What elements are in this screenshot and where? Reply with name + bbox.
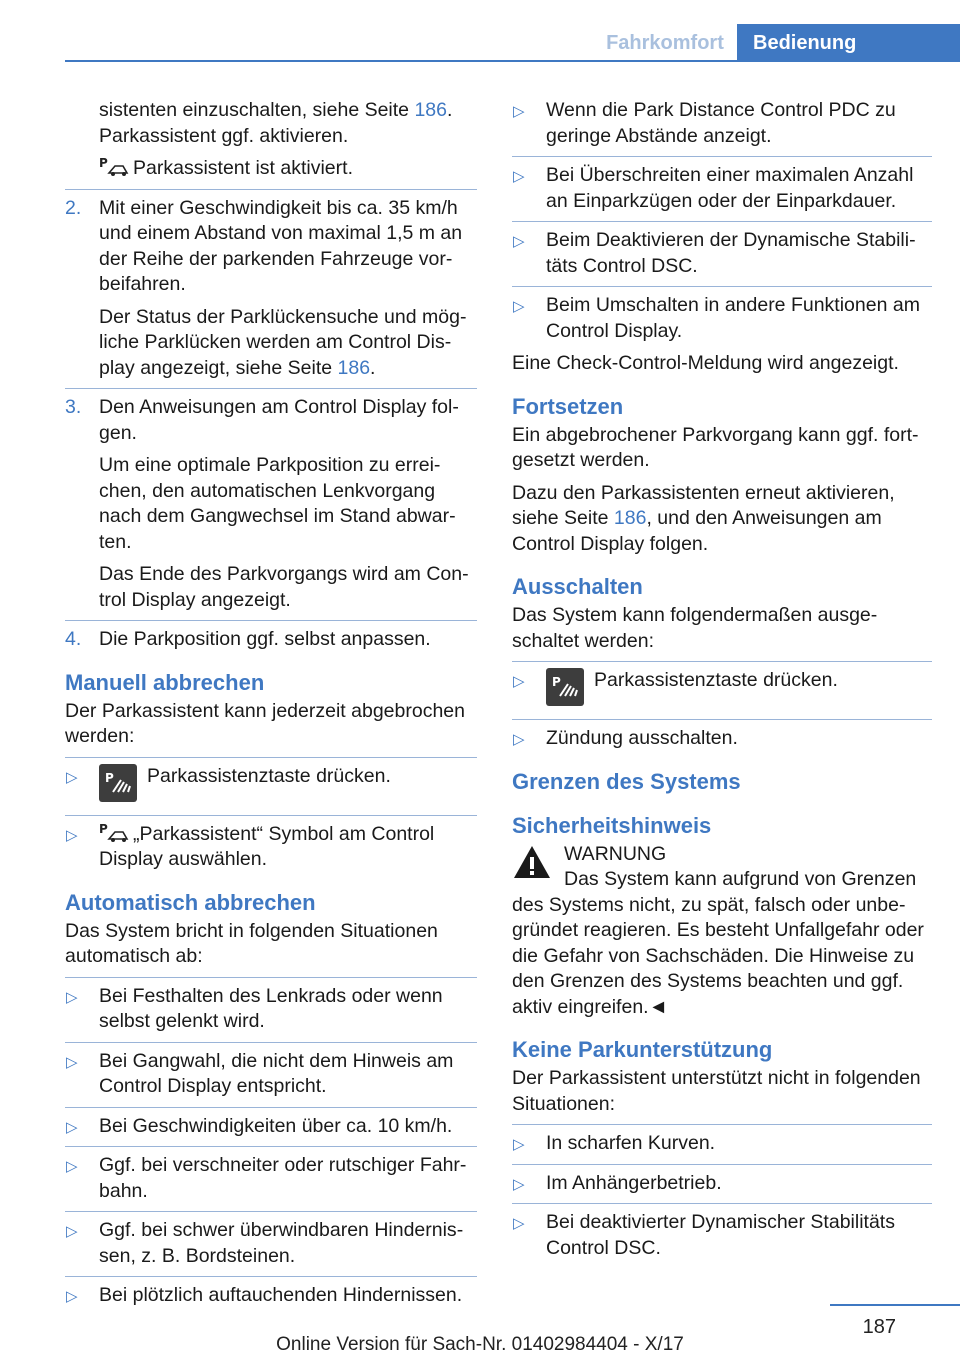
list-item: ▷ Beim Deaktivieren der Dynamische Stabilitäts Control DSC. (513, 229, 916, 277)
bullet-triangle-icon: ▷ (513, 298, 525, 315)
footer-text: Online Version für Sach-Nr. 01402984404 - X/17 (276, 1334, 684, 1355)
list-item: ▷ P Parkassistenztaste drücken. (65, 764, 477, 808)
status-line: P Parkassistent ist aktiviert. (99, 156, 353, 179)
warning-title: WARNUNG (564, 842, 667, 865)
heading-grenzen: Grenzen des Systems (512, 768, 741, 794)
manuell-intro: Der Parkassistent kann jederzeit abgebrochen werden: (65, 699, 465, 747)
separator (65, 620, 477, 621)
step1-text: sistenten einzuschalten, siehe Seite (99, 99, 415, 121)
separator (65, 1107, 477, 1108)
svg-text:P: P (99, 821, 108, 836)
bullet-triangle-icon: ▷ (513, 1175, 525, 1193)
list-item: ▷ Beim Umschalten in andere Funktionen am Control Display. (513, 294, 920, 342)
step-4: 4. Die Parkposition ggf. selbst anpassen. (65, 628, 431, 650)
list-item: ▷ Bei Überschreiten einer maximalen Anzahl an Einparkzügen oder der Einparkdauer. (513, 164, 914, 212)
bullet-triangle-icon: ▷ (66, 988, 78, 1006)
separator (65, 1042, 477, 1043)
separator (512, 221, 932, 222)
separator (65, 977, 477, 978)
bullet-triangle-icon: ▷ (66, 1118, 78, 1136)
list-item: ▷ Wenn die Park Distance Control PDC zu geringe Abstände anzeigt. (513, 99, 896, 147)
bullet-triangle-icon: ▷ (66, 1223, 78, 1240)
step1-text-2: Parkassistent ggf. aktivieren. (99, 124, 349, 147)
header-rule (65, 60, 960, 62)
park-assistant-icon (99, 156, 129, 178)
step-2: 2. Mit einer Geschwindigkeit bis ca. 35 km/h und einem Abstand von maximal 1,5 m an der Reihe der parkenden Fahrzeuge vorbeifahren. Der Status der Parklückensuche und mögliche Parklücken werden am Control Display angezeigt, siehe Seite 186. (65, 196, 467, 379)
check-control-note: Eine Check-Control-Meldung wird angezeigt. (512, 352, 899, 374)
footer-rule (830, 1304, 960, 1306)
list-item: ▷ Bei Geschwindigkeiten über ca. 10 km/h. (65, 1114, 477, 1140)
warning-triangle-icon (512, 844, 552, 880)
separator (65, 1146, 477, 1147)
list-item: ▷ P „Parkassistent“ Symbol am Control Display auswählen. (66, 821, 435, 870)
list-item: ▷ In scharfen Kurven. (512, 1131, 932, 1157)
heading-sicherheitshinweis: Sicherheitshinweis (512, 812, 712, 838)
list-item: ▷ Im Anhängerbetrieb. (512, 1171, 932, 1197)
tab-bedienung: Bedienung (737, 24, 960, 62)
warning-block (512, 842, 932, 868)
separator (512, 661, 932, 662)
separator (65, 388, 477, 389)
bullet-triangle-icon: ▷ (513, 103, 525, 120)
separator (512, 1124, 932, 1125)
park-assistant-icon (99, 822, 129, 844)
bullet-triangle-icon: ▷ (513, 233, 525, 250)
list-item: ▷ Ggf. bei verschneiter oder rutschiger Fahrbahn. (66, 1154, 467, 1202)
list-item: ▷ Bei deaktivierter Dynamischer Stabilitäts Control DSC. (513, 1211, 895, 1259)
step-3: 3. Den Anweisungen am Control Display folgen. Um eine optimale Parkposition zu erreichen, den automatischen Lenkvorgang nach dem Gangwechsel im Stand abwarten. Das Ende des Parkvorgangs wird am Control Display angezeigt. (65, 396, 469, 611)
heading-keine-parkunterstuetzung: Keine Parkunterstützung (512, 1037, 773, 1062)
separator (65, 189, 477, 190)
bullet-triangle-icon: ▷ (513, 731, 525, 748)
bullet-triangle-icon: ▷ (66, 1158, 78, 1175)
page-number: 187 (862, 1316, 896, 1338)
list-item: ▷ Bei Gangwahl, die nicht dem Hinweis am Control Display entspricht. (66, 1049, 454, 1097)
bullet-triangle-icon: ▷ (513, 168, 525, 185)
heading-manuell-abbrechen: Manuell abbrechen (65, 669, 265, 695)
list-item: ▷ Bei plötzlich auftauchenden Hindernissen. (65, 1283, 477, 1309)
step1-continuation: sistenten einzuschalten, siehe Seite 186. Parkassistent ggf. aktivieren. (99, 99, 453, 147)
bullet-triangle-icon: ▷ (513, 673, 525, 690)
list-item: ▷ Ggf. bei schwer überwindbaren Hindernissen, z. B. Bordsteinen. (66, 1219, 464, 1267)
svg-text:P: P (552, 675, 561, 689)
list-item: ▷ Bei Festhalten des Lenkrads oder wenn selbst gelenkt wird. (66, 984, 443, 1032)
page-link[interactable]: 186 (613, 507, 647, 529)
bullet-triangle-icon: ▷ (66, 826, 78, 844)
auto-intro: Das System bricht in folgenden Situationen automatisch ab: (65, 919, 438, 967)
separator (65, 1276, 477, 1277)
heading-ausschalten: Ausschalten (512, 574, 643, 599)
separator (512, 286, 932, 287)
bullet-triangle-icon: ▷ (66, 768, 78, 786)
heading-automatisch-abbrechen: Automatisch abbrechen (65, 889, 316, 915)
bullet-triangle-icon: ▷ (513, 1215, 525, 1232)
separator (512, 719, 932, 720)
separator (65, 757, 477, 758)
svg-text:P: P (99, 156, 108, 170)
list-item: ▷ P Parkassistenztaste drücken. (512, 668, 932, 712)
separator (512, 156, 932, 157)
warning-text: Das System kann aufgrund von Grenzen des Systems nicht, zu spät, falsch oder unbegründet reagieren. Es besteht Unfallgefahr oder die Gefahr von Sachschäden. Die Hinweise zu den Grenzen des Systems beachten und ggf. aktiv eingreifen.◄ (512, 868, 924, 1018)
tab-fahrkomfort: Fahrkomfort (595, 24, 735, 62)
park-assist-button-icon (546, 668, 584, 706)
separator (65, 1211, 477, 1212)
list-item: ▷ Zündung ausschalten. (512, 726, 932, 752)
bullet-triangle-icon: ▷ (66, 1288, 78, 1305)
page-link[interactable]: 186 (414, 99, 447, 121)
svg-text:P: P (105, 770, 114, 785)
heading-fortsetzen: Fortsetzen (512, 393, 624, 419)
bullet-triangle-icon: ▷ (66, 1053, 78, 1071)
left-column (65, 98, 477, 1316)
right-column: ▷ Wenn die Park Distance Control PDC zu geringe Abstände anzeigt. ▷ Bei Überschreiten einer maximalen Anzahl an Einparkzügen oder der Einparkdauer. ▷ Beim Deaktivieren der Dynamische Stabilitäts Control DSC. ▷ Beim Umschalten in andere Funktionen am Control Display. Eine Check-Control-Meldung wird angezeigt. Fortsetzen Ein abgebrochener Parkvorgang kann ggf. fortgesetzt werden. Dazu den Parkassistenten erneut aktivieren, siehe Seite 186, und den Anweisungen am Control Display folgen. Ausschalten Das System kann folgendermaßen ausgeschaltet werden: ▷ P Parkassistenztaste drücken. ▷ Zündung ausschalten. Grenzen des Systems Sicherheitshinweis WARNUNG Das System kann aufgrund von Grenzen des Systems nicht, zu spät, falsch oder unbegründet reagieren. Es besteht Unfallgefahr oder die Gefahr von Sachschäden. Die Hinweise zu den Grenzen des Systems beachten und ggf. aktiv eingreifen.◄ Keine Parkunterstützung Der Parkassistent unterstützt nicht in folgenden Situationen: ▷ In scharfen Kurven. ▷ Im Anhängerbetrieb. ▷ Bei deaktivierter Dynamischer Stabilitäts Control DSC. (512, 98, 932, 1268)
separator (512, 1203, 932, 1204)
bullet-triangle-icon: ▷ (513, 1136, 525, 1153)
page-link[interactable]: 186 (337, 356, 371, 379)
park-assist-button-icon (99, 764, 137, 802)
separator (65, 815, 477, 816)
separator (512, 1164, 932, 1165)
